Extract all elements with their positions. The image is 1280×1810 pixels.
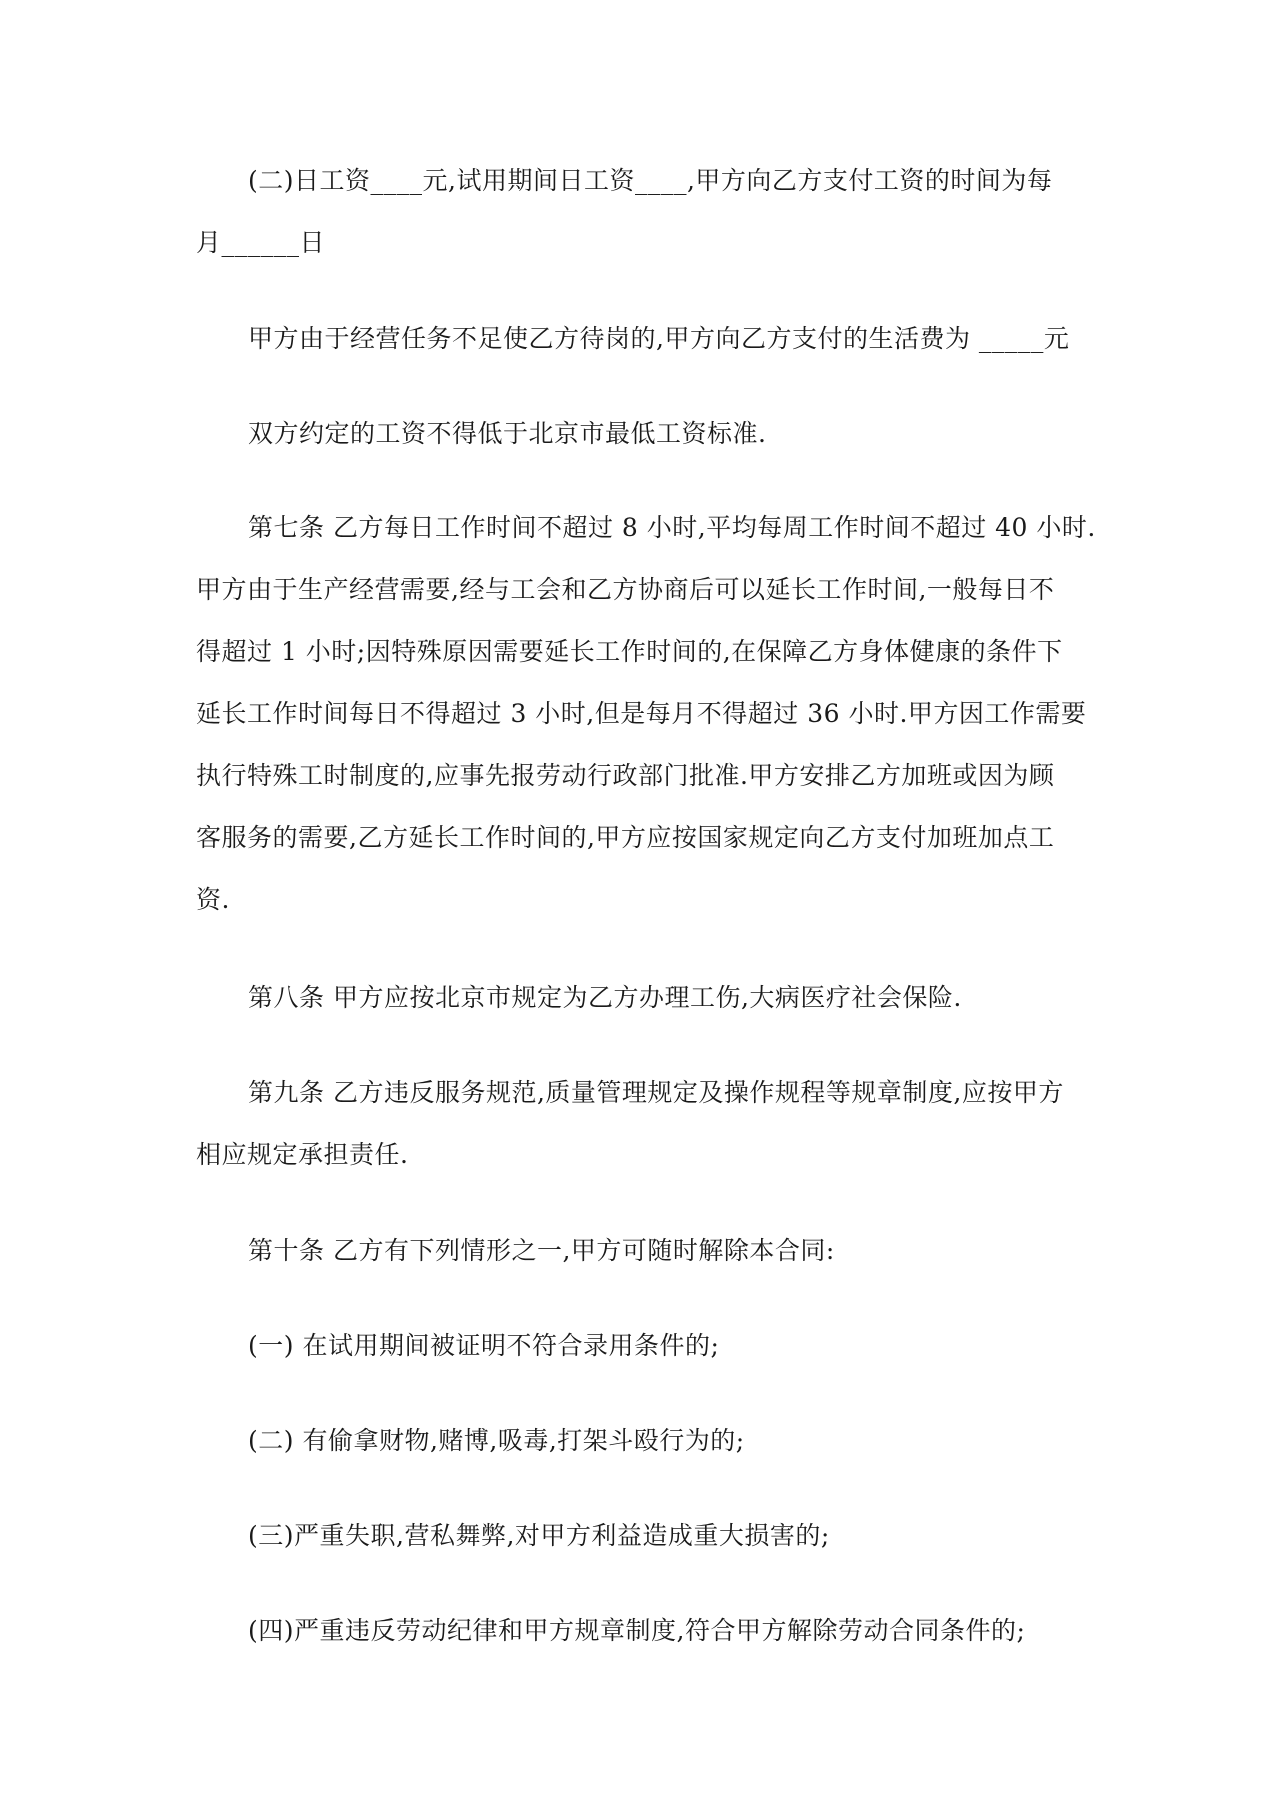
paragraph-article-10 — [196, 1220, 1094, 1282]
paragraph-minimum-wage — [196, 403, 1094, 465]
paragraph-line: 执行特殊工时制度的,应事先报劳动行政部门批准.甲方安排乙方加班或因为顾 — [196, 761, 1055, 790]
paragraph-line: 资. — [196, 885, 230, 914]
paragraph-line: (一) 在试用期间被证明不符合录用条件的; — [248, 1331, 720, 1360]
paragraph-line: 第九条 乙方违反服务规范,质量管理规定及操作规程等规章制度,应按甲方 — [248, 1078, 1064, 1107]
paragraph-line: (四)严重违反劳动纪律和甲方规章制度,符合甲方解除劳动合同条件的; — [248, 1616, 1026, 1645]
paragraph-item-3 — [196, 1505, 1094, 1567]
paragraph-line: (二) 有偷拿财物,赌博,吸毒,打架斗殴行为的; — [248, 1426, 745, 1455]
paragraph-line: (三)严重失职,营私舞弊,对甲方利益造成重大损害的; — [248, 1521, 830, 1550]
paragraph-article-8 — [196, 967, 1094, 1029]
paragraph-standby-allowance — [196, 308, 1094, 370]
paragraph-item-1 — [196, 1315, 1094, 1377]
paragraph-line: 第七条 乙方每日工作时间不超过 8 小时,平均每周工作时间不超过 40 小时. — [248, 513, 1096, 542]
paragraph-line: 客服务的需要,乙方延长工作时间的,甲方应按国家规定向乙方支付加班加点工 — [196, 823, 1055, 852]
paragraph-line: 得超过 1 小时;因特殊原因需要延长工作时间的,在保障乙方身体健康的条件下 — [196, 637, 1063, 666]
paragraph-line: 延长工作时间每日不得超过 3 小时,但是每月不得超过 36 小时.甲方因工作需要 — [196, 699, 1087, 728]
paragraph-line: 双方约定的工资不得低于北京市最低工资标准. — [248, 419, 767, 448]
paragraph-daily-wage — [196, 150, 1094, 274]
paragraph-line: 第十条 乙方有下列情形之一,甲方可随时解除本合同: — [248, 1236, 835, 1265]
paragraph-line: 第八条 甲方应按北京市规定为乙方办理工伤,大病医疗社会保险. — [248, 983, 962, 1012]
paragraph-line: 甲方由于生产经营需要,经与工会和乙方协商后可以延长工作时间,一般每日不 — [196, 575, 1055, 604]
paragraph-line: 相应规定承担责任. — [196, 1140, 409, 1169]
paragraph-item-2 — [196, 1410, 1094, 1472]
paragraph-item-4 — [196, 1600, 1094, 1662]
paragraph-line: 月______日 — [196, 228, 326, 257]
paragraph-line: 甲方由于经营任务不足使乙方待岗的,甲方向乙方支付的生活费为 _____元 — [248, 324, 1070, 353]
paragraph-article-7 — [196, 497, 1094, 931]
paragraph-article-9 — [196, 1062, 1094, 1186]
paragraph-line: (二)日工资____元,试用期间日工资____,甲方向乙方支付工资的时间为每 — [248, 166, 1053, 195]
